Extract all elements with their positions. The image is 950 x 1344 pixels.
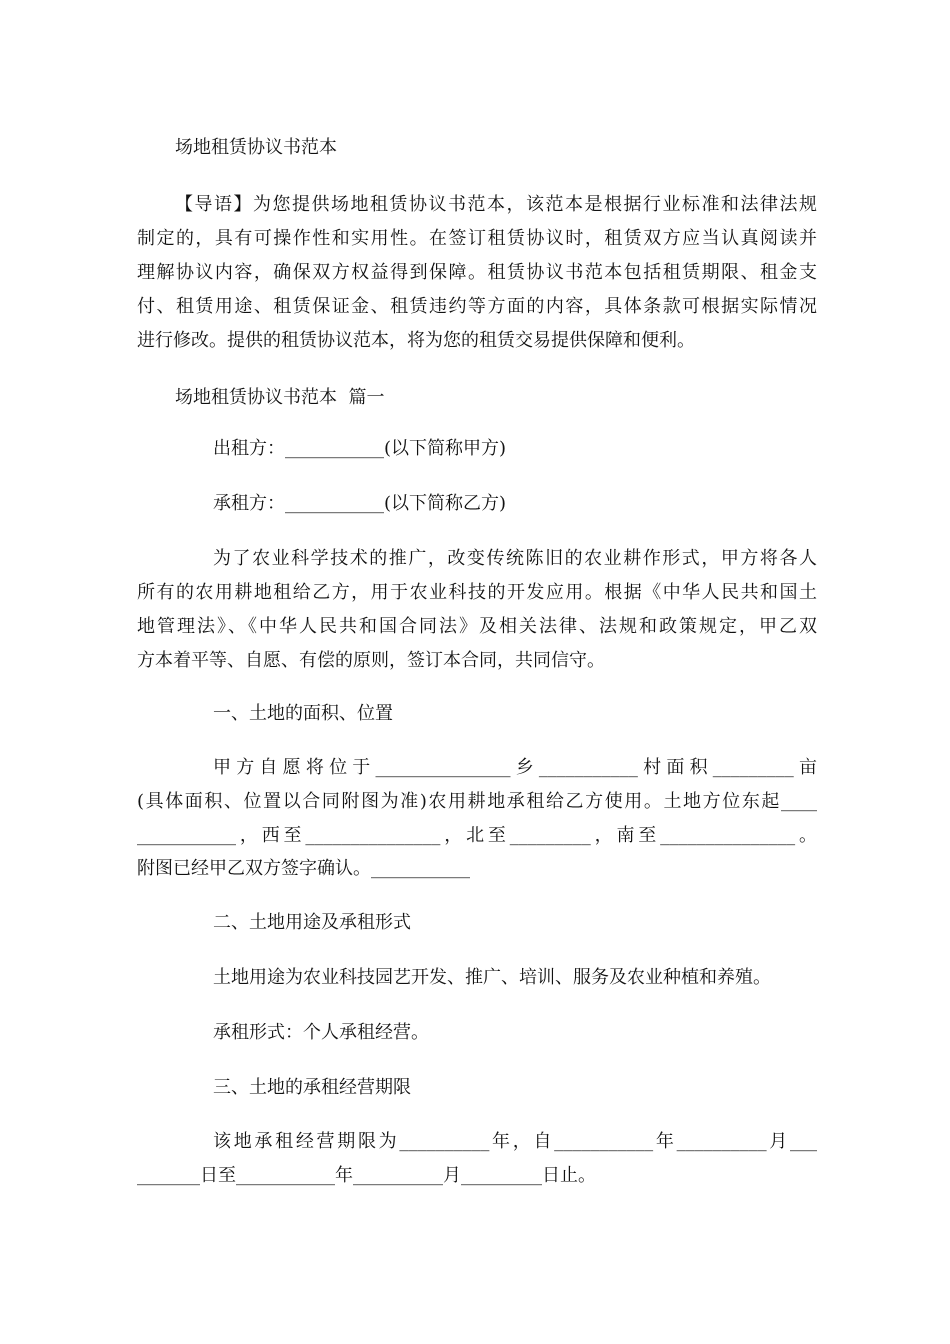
intro-line: 制定的，具有可操作性和实用性。在签订租赁协议时，租赁双方应当认真阅读并 bbox=[137, 228, 817, 249]
preamble-line: 地管理法》、《中华人民共和国合同法》及相关法律、法规和政策规定，甲乙双 bbox=[137, 616, 817, 637]
section-title: 场地租赁协议书范本 篇一 bbox=[175, 387, 385, 408]
intro-line: 进行修改。提供的租赁协议范本，将为您的租赁交易提供保障和便利。 bbox=[137, 330, 695, 351]
clause2-form: 承租形式：个人承租经营。 bbox=[213, 1022, 429, 1043]
preamble-line: 方本着平等、自愿、有偿的原则，签订本合同，共同信守。 bbox=[137, 650, 605, 671]
clause1-line: 甲方自愿将位于_______________乡___________村面积_________亩 bbox=[213, 757, 817, 778]
clause2-use: 土地用途为农业科技园艺开发、推广、培训、服务及农业种植和养殖。 bbox=[213, 967, 771, 988]
lessor-line: 出租方：___________(以下简称甲方) bbox=[213, 438, 507, 459]
clause1-line: ___________，西至_______________，北至_________，南至_______________。 bbox=[137, 825, 817, 846]
intro-line: 【导语】为您提供场地租赁协议书范本，该范本是根据行业标准和法律法规 bbox=[175, 194, 817, 215]
clause2-heading: 二、土地用途及承租形式 bbox=[213, 912, 411, 933]
clause1-line: (具体面积、位置以合同附图为准)农用耕地承租给乙方使用。土地方位东起____ bbox=[137, 791, 817, 812]
clause3-heading: 三、土地的承租经营期限 bbox=[213, 1077, 411, 1098]
clause3-line: _______日至___________年__________月_________日止。 bbox=[137, 1165, 596, 1186]
intro-line: 理解协议内容，确保双方权益得到保障。租赁协议书范本包括租赁期限、租金支 bbox=[137, 262, 817, 283]
preamble-line: 所有的农用耕地租给乙方，用于农业科技的开发应用。根据《中华人民共和国土 bbox=[137, 582, 817, 603]
clause1-line: 附图已经甲乙双方签字确认。___________ bbox=[137, 858, 470, 879]
clause3-line: 该地承租经营期限为__________年，自___________年__________月___ bbox=[213, 1131, 817, 1152]
preamble-line: 为了农业科学技术的推广，改变传统陈旧的农业耕作形式，甲方将各人 bbox=[213, 548, 817, 569]
lessee-line: 承租方：___________(以下简称乙方) bbox=[213, 493, 507, 514]
clause1-heading: 一、土地的面积、位置 bbox=[213, 703, 393, 724]
document-title: 场地租赁协议书范本 bbox=[175, 137, 337, 158]
intro-line: 付、租赁用途、租赁保证金、租赁违约等方面的内容，具体条款可根据实际情况 bbox=[137, 296, 817, 317]
